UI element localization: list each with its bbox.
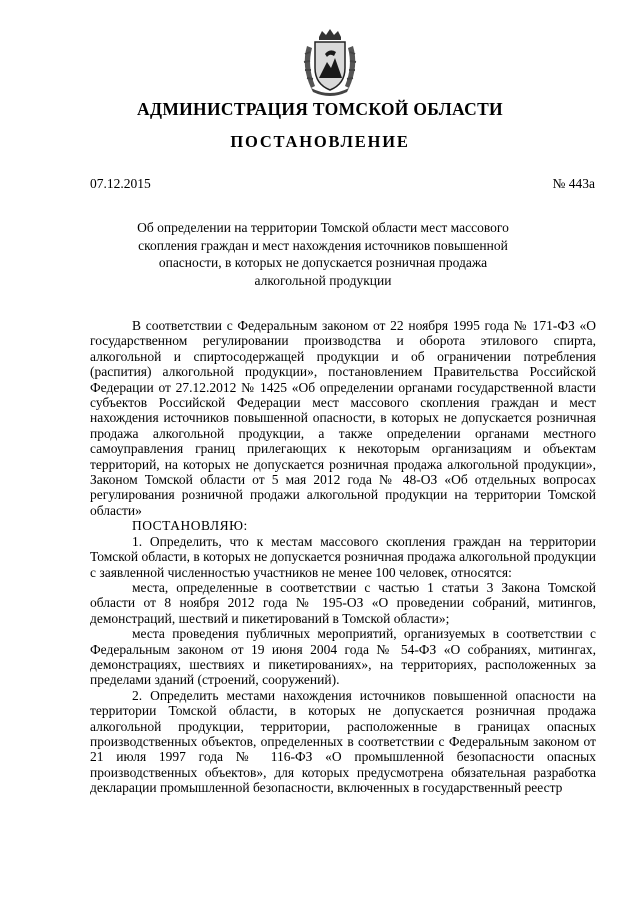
preamble-paragraph: В соответствии с Федеральным законом от 22 ноября 1995 года № 171-ФЗ «О государственном регулировании производства и оборота этилового спирта, алкогольной и спиртосодержащей продукции и об ограничении потребления (распития) алкогольной продукции», постановлением Правительства Российской Федерации от 27.12.2012 № 1425 «Об определении органами государственной власти субъектов Российской Федерации мест массового скопления граждан и мест нахождения источников повышенной опасности, в которых не допускается розничная продажа алкогольной продукции, а также определении органами местного самоуправления границ прилегающих к некоторым организациям и объектам территорий, на которых не допускается розничная продажа алкогольной продукции», Законом Томской области от 5 мая 2012 года № 48-ОЗ «Об отдельных вопросах регулирования розничной продажи алкогольной продукции на территории Томской области» xyxy=(90,318,596,518)
document-body xyxy=(90,318,596,796)
document-subject xyxy=(110,219,536,289)
subject-line: опасности, в которых не допускается розничная продажа xyxy=(158,255,488,270)
coat-of-arms-icon xyxy=(297,28,363,96)
item-1a-paragraph: места, определенные в соответствии с частью 1 статьи 3 Закона Томской области от 8 ноября 2012 года № 195-ОЗ «О проведении собраний, митингов, демонстраций, шествий и пикетирований в Томской области»; xyxy=(90,579,596,626)
item-1b-paragraph: места проведения публичных мероприятий, организуемых в соответствии с Федеральным законом от 19 июня 2004 года № 54-ФЗ «О собраниях, митингах, демонстрациях, шествиях и пикетированиях», на территориях, расположенных за пределами зданий (строений, сооружений). xyxy=(90,626,596,688)
item-2-paragraph: 2. Определить местами нахождения источников повышенной опасности на территории Томской области, в которых не допускается розничная продажа алкогольной продукции, территории, расположенные в границах опасных производственных объектов, определенных в соответствии с Федеральным законом от 21 июля 1997 года № 116-ФЗ «О промышленной безопасности опасных производственных объектов», для которых предусмотрена обязательная разработка декларации промышленной безопасности, включенных в государственный реестр xyxy=(90,687,596,796)
subject-line: алкогольной продукции xyxy=(254,272,392,288)
organization-title: АДМИНИСТРАЦИЯ ТОМСКОЙ ОБЛАСТИ xyxy=(137,99,503,119)
decree-heading: ПОСТАНОВЛЯЮ: xyxy=(132,518,248,534)
subject-line: Об определении на территории Томской области мест массового xyxy=(137,220,509,235)
document-type: ПОСТАНОВЛЕНИЕ xyxy=(230,132,410,151)
item-1-paragraph: 1. Определить, что к местам массового скопления граждан на территории Томской области, в которых не допускается розничная продажа алкогольной продукции с заявленной численностью участников не менее 100 человек, относятся: xyxy=(90,533,596,580)
document-number: № 443а xyxy=(552,176,595,191)
subject-line: скопления граждан и мест нахождения источников повышенной xyxy=(138,237,508,253)
document-date: 07.12.2015 xyxy=(90,176,151,191)
